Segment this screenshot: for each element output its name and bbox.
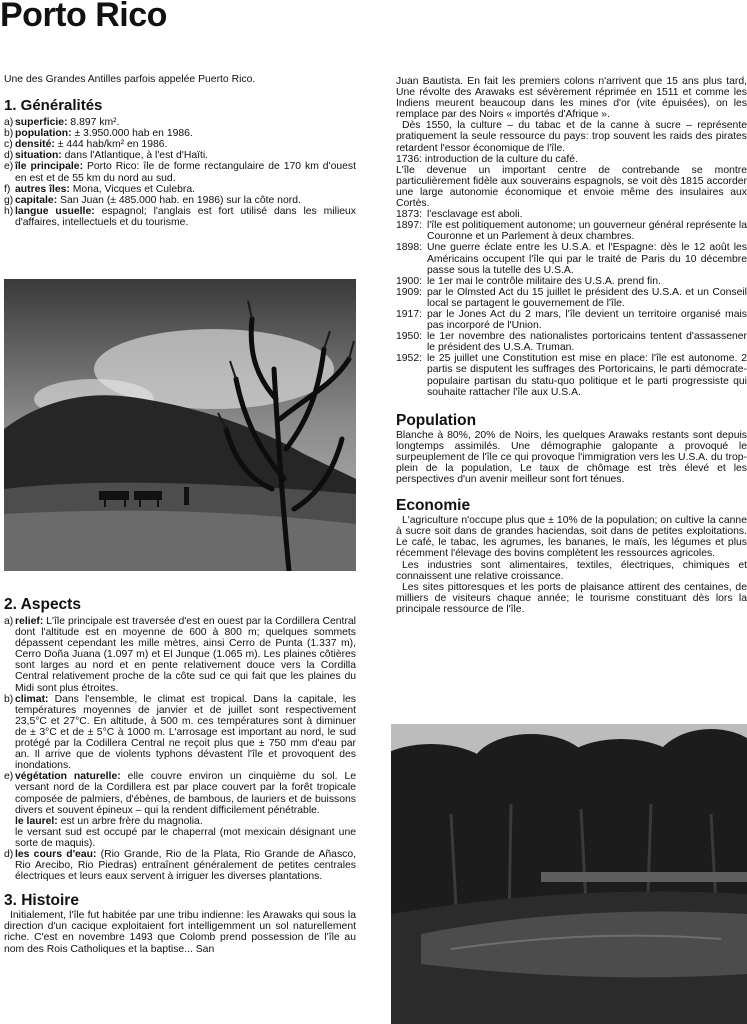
- date-text: le 1er mai le contrôle militaire des U.S.A. prend fin.: [427, 275, 661, 287]
- list-item-key: h): [4, 205, 14, 217]
- list-item: [4, 150, 356, 161]
- section-heading-population: Population: [396, 411, 477, 429]
- section-heading-economie: Economie: [396, 497, 471, 515]
- list-item-label: population:: [15, 128, 72, 140]
- list-item-key: [4, 816, 15, 827]
- date-entry: [396, 287, 747, 309]
- date-entry: [396, 353, 747, 397]
- list-item-key: e): [4, 771, 14, 783]
- list-item: [4, 827, 356, 849]
- list-item: [4, 195, 356, 206]
- date-entry: [396, 331, 747, 353]
- date-text: le 1er novembre des nationalistes portoricains tentent d'assassener le président des U.S.A. Truman.: [427, 331, 747, 354]
- date-text: l'île est politiquement autonome; un gouverneur général représente la Couronne et un Parlement à deux chambres.: [427, 220, 747, 243]
- list-item-key: f): [4, 183, 11, 195]
- date-entry: [396, 209, 747, 220]
- date-text: par le Olmsted Act du 15 juillet le président des U.S.A. et un Conseil local se partagent le gouvernement de l'île.: [427, 286, 747, 309]
- list-item: [4, 816, 356, 827]
- economie-paragraph-1: L'agriculture n'occupe plus que ± 10% de la population; on cultive la canne à sucre soit dans de grandes haciendas, soit dans de petites exploitations. Le café, le tabac, les agrumes, les bananes, le maïs, les légumes et plus récemment l'élevage des bovins complètent les ressources agricoles.: [396, 515, 747, 560]
- list-item: [4, 694, 356, 772]
- histoire-paragraph-5: L'île devenue un important centre de contrebande se montre particulièrement fidèle aux souverains espagnols, se voit dès 1815 accorder une large autonomie économique et envoie même des insulaires aux Cortès.: [396, 164, 747, 210]
- list-item-text: espagnol; l'anglais est fort utilisé dans les milieux d'affaires, intellectuels et du tourisme.: [15, 205, 356, 228]
- list-item-label: autres îles:: [15, 183, 70, 195]
- section-heading-histoire: 3. Histoire: [4, 892, 79, 910]
- histoire-paragraph-1: Initialement, l'île fut habitée par une tribu indienne: les Arawaks qui sous la direction d'un cacique exploitaient fort intelligemment un sol naturellement riche. C'est en novembre 1493 que Colomb prend possession de l'île au nom des Rois Catholiques et la baptise... San: [4, 910, 356, 955]
- list-item: [4, 139, 356, 150]
- list-item-key: [4, 827, 15, 849]
- date-year: 1897:: [396, 220, 423, 232]
- list-item-text: le versant sud est occupé par le chaperral (mot mexicain désignant une sorte de maquis).: [15, 826, 356, 849]
- date-entry: [396, 242, 747, 275]
- palm-lagoon-photo: [391, 724, 747, 1024]
- list-item-text: Dans l'ensemble, le climat est tropical. Dans la capitale, les températures moyennes de janvier et de juillet sont respectivement 23,5°C et 27°C. En altitude, à 500 m. ces températures sont à diminuer de ± 3°C et de ± 5°C à 1000 m. L'arrosage est important au nord, le sud protégé par la Codillera Central ne reçoit plus que ± 750 mm d'eau par an. Il arrive que de violents typhons dévastent l'île et provoquent des inondations.: [15, 693, 356, 772]
- list-item: [4, 117, 356, 128]
- list-item-label: le laurel:: [15, 815, 58, 827]
- list-item-text: 8.897 km².: [67, 117, 120, 129]
- date-text: Une guerre éclate entre les U.S.A. et l'Espagne: dès le 12 août les Américains occupent l'île qui par le traité de Paris du 10 décembre passe sous la tutelle des U.S.A.: [427, 242, 747, 276]
- list-item-text: Mona, Vicques et Culebra.: [69, 183, 196, 195]
- list-item: [4, 771, 356, 815]
- list-item: [4, 849, 356, 882]
- list-item-label: végétation naturelle:: [15, 771, 121, 783]
- list-item-label: capitale:: [15, 194, 58, 206]
- list-item-text: ± 444 hab/km² en 1986.: [54, 139, 168, 151]
- date-year: 1900:: [396, 275, 423, 287]
- date-text: l'esclavage est aboli.: [427, 209, 523, 221]
- list-item: [4, 128, 356, 139]
- section-heading-aspects: 2. Aspects: [4, 596, 81, 613]
- list-item-text: (Rio Grande, Rio de la Plata, Rio Grande de Añasco, Rio Arecibo, Rio Piedras) entraînent généralement de petites centrales électriques et leurs eaux servent à irriguer les diverses plantations.: [15, 848, 356, 883]
- date-year: 1898:: [396, 242, 423, 254]
- list-item-label: les cours d'eau:: [15, 848, 97, 860]
- date-text: le 25 juillet une Constitution est mise en place: l'île est autonome. 2 partis se disputent les suffrages des Portoricains, le parti démocrate-populaire partisan du statu-quo politique et le parti progressiste qui souhaite rattacher l'île aux U.S.A.: [427, 353, 747, 398]
- list-item-key: d): [4, 150, 14, 162]
- list-item-text: Porto Rico: île de forme rectangulaire de 170 km d'ouest en est et de 55 km du nord au sud.: [15, 161, 356, 184]
- list-item-label: situation:: [15, 150, 62, 162]
- right-column: [396, 76, 747, 615]
- list-item-label: île principale:: [15, 161, 84, 173]
- landscape-photo: [4, 279, 356, 571]
- left-column: [4, 74, 356, 228]
- list-item-key: c): [4, 139, 13, 151]
- date-year: 1950:: [396, 331, 423, 343]
- economie-paragraph-2: Les industries sont alimentaires, textiles, électriques, chimiques et connaissent une relative croissance.: [396, 559, 747, 582]
- histoire-paragraph-2: Juan Bautista. En fait les premiers colons n'arrivent que 15 ans plus tard, Une révolte des Arawaks est sévèrement réprimée en 1511 et comme les Indiens meurent beaucoup dans les mines d'or (vite épuisées), on les remplace par des Noirs « importés d'Afrique ».: [396, 76, 747, 121]
- list-item-text: est un arbre frère du magnolia.: [57, 815, 203, 827]
- page-title: Porto Rico: [0, 0, 167, 34]
- list-item-key: a): [4, 616, 14, 627]
- list-item-key: e): [4, 161, 14, 173]
- histoire-paragraph-3: Dès 1550, la culture – du tabac et de la canne à sucre – représente pratiquement la seule ressource du pays: trop souvent les raids des pirates retardent l'essor économique de l'île.: [396, 120, 747, 154]
- left-column-lower: [4, 596, 356, 955]
- list-item-text: San Juan (± 485.000 hab. en 1986) sur la côte nord.: [57, 194, 301, 206]
- list-item-text: ± 3.950.000 hab en 1986.: [71, 128, 193, 140]
- section-heading-generalites: 1. Généralités: [4, 97, 103, 115]
- histoire-paragraph-4: 1736: introduction de la culture du café.: [396, 153, 578, 165]
- list-item: [4, 206, 356, 228]
- list-item-label: relief:: [15, 616, 44, 627]
- list-item: [4, 184, 356, 195]
- list-item-key: b): [4, 128, 14, 140]
- list-item: [4, 616, 356, 694]
- list-item-key: b): [4, 693, 14, 705]
- list-item-key: a): [4, 117, 14, 129]
- date-year: 1917:: [396, 308, 423, 320]
- population-text: Blanche à 80%, 20% de Noirs, les quelques Arawaks restants sont depuis longtemps assimilés. Une démographie galopante a provoqué le surpeuplement de l'île ce qui provoque l'immigration vers les U.S.A. du trop-plein de la population, Le taux de chômage est très élevé et les perspectives d'un avenir meilleur sont fort ténues.: [396, 429, 747, 486]
- aspects-list: [4, 616, 356, 882]
- date-entry: [396, 276, 747, 287]
- list-item-label: densité:: [15, 139, 55, 151]
- intro-text: Une des Grandes Antilles parfois appelée Puerto Rico.: [4, 74, 256, 85]
- list-item-label: langue usuelle:: [15, 205, 95, 217]
- date-text: par le Jones Act du 2 mars, l'île devient un territoire organisé mais pas incorporé de l'Union.: [427, 308, 747, 332]
- date-year: 1909:: [396, 286, 423, 298]
- date-entry: [396, 309, 747, 331]
- list-item-text: dans l'Atlantique, à l'est d'Haïti.: [61, 150, 209, 162]
- date-entry: [396, 220, 747, 242]
- list-item-label: superficie:: [15, 117, 68, 129]
- date-year: 1952:: [396, 353, 423, 365]
- date-year: 1873:: [396, 209, 423, 221]
- list-item-key: d): [4, 848, 14, 860]
- histoire-dates: [396, 209, 747, 398]
- list-item-key: g): [4, 194, 14, 206]
- generalites-list: [4, 117, 356, 228]
- list-item-text: elle couvre environ un cinquième du sol. Le versant nord de la Cordillera est par place couvert par la forêt tropicale composée de palmiers, d'ébènes, de bambous, de lauriers et de buissons divers et souvent épineux – qui la rendent difficilement pénétrable.: [15, 771, 356, 816]
- list-item-text: L'île principale est traversée d'est en ouest par la Cordillera Central dont l'altitude est en moyenne de 600 à 800 m; quelques sommets dépassent cependant les mille mètres, ainsi Cerro de Punta (1.337 m), Cerro Doña Juana (1.097 m) et El Junque (1.065 m). Les plaines côtières sont larges au nord et en pente relativement douce vers la Cordilla Central relativement proche de la côte sud ce qui fait que les plaines du Midi sont plus étroites.: [15, 616, 356, 694]
- list-item: [4, 161, 356, 183]
- list-item-label: climat:: [15, 693, 49, 705]
- economie-paragraph-3: Les sites pittoresques et les ports de plaisance attirent des centaines, de milliers de visiteurs chaque année; le tourisme constituant dès lors la principale ressource de l'île.: [396, 581, 747, 615]
